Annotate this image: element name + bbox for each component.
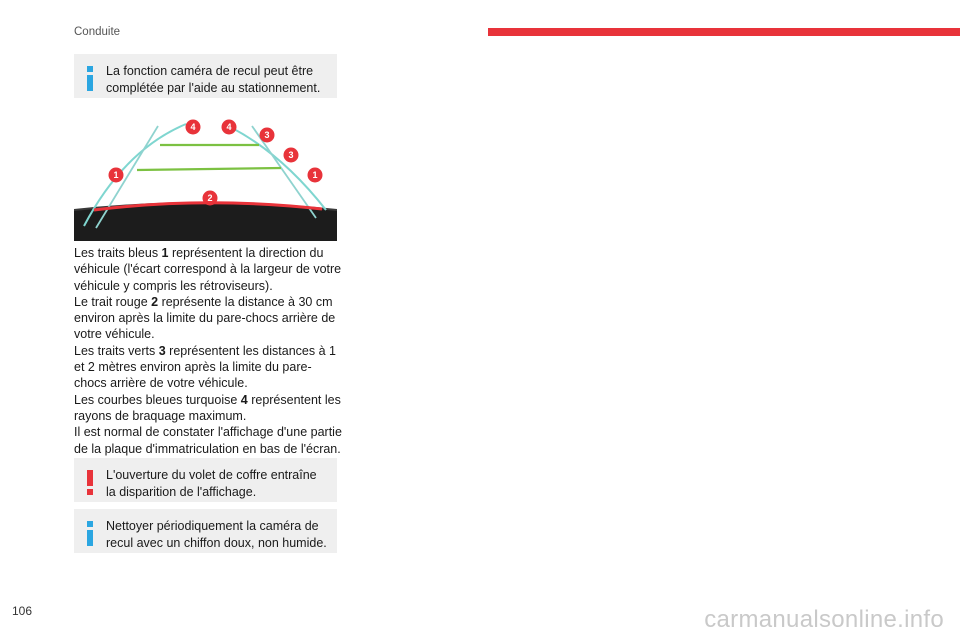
info-icon — [86, 521, 94, 551]
page-number: 106 — [12, 604, 33, 618]
info-box-cleaning — [74, 509, 337, 553]
paragraph-green-lines: Les traits verts 3 représentent les distances à 1 et 2 mètres environ après la limite du pare-chocs arrière de votre véhicule. — [74, 343, 336, 391]
label-1a: 1 — [113, 170, 119, 180]
label-3a: 3 — [264, 130, 270, 140]
info-box-parking-aid — [74, 54, 337, 98]
section-title: Conduite — [74, 26, 121, 38]
watermark: carmanualsonline.info — [704, 606, 944, 633]
label-4a: 4 — [190, 122, 196, 132]
chapter-color-bar — [488, 28, 960, 36]
warning-box-tailgate — [74, 458, 337, 502]
info-box-text: La fonction caméra de recul peut être complétée par l'aide au stationnement. — [106, 64, 321, 95]
paragraph-turquoise-curves: Les courbes bleues turquoise 4 représentent les rayons de braquage maximum. — [74, 392, 341, 423]
body-text — [74, 245, 344, 457]
paragraph-red-line: Le trait rouge 2 représente la distance à 30 cm environ après la limite du pare-chocs arrière de votre véhicule. — [74, 294, 336, 342]
distance-line-1m — [137, 168, 281, 170]
paragraph-blue-lines: Les traits bleus 1 représentent la direction du véhicule (l'écart correspond à la largeur de votre véhicule y compris les rétroviseurs). — [74, 246, 342, 293]
label-1b: 1 — [312, 170, 318, 180]
label-4b: 4 — [226, 122, 232, 132]
camera-guide-lines — [74, 110, 337, 241]
info-box-text: Nettoyer périodiquement la caméra de recul avec un chiffon doux, non humide. — [106, 519, 327, 550]
rear-camera-illustration — [74, 110, 337, 241]
paragraph-license-plate: Il est normal de constater l'affichage d'une partie de la plaque d'immatriculation en bas de l'écran. — [74, 425, 342, 456]
label-3b: 3 — [288, 150, 294, 160]
info-icon — [86, 66, 94, 96]
label-2: 2 — [207, 193, 213, 203]
warning-icon — [86, 470, 94, 500]
warning-box-text: L'ouverture du volet de coffre entraîne la disparition de l'affichage. — [106, 468, 317, 499]
